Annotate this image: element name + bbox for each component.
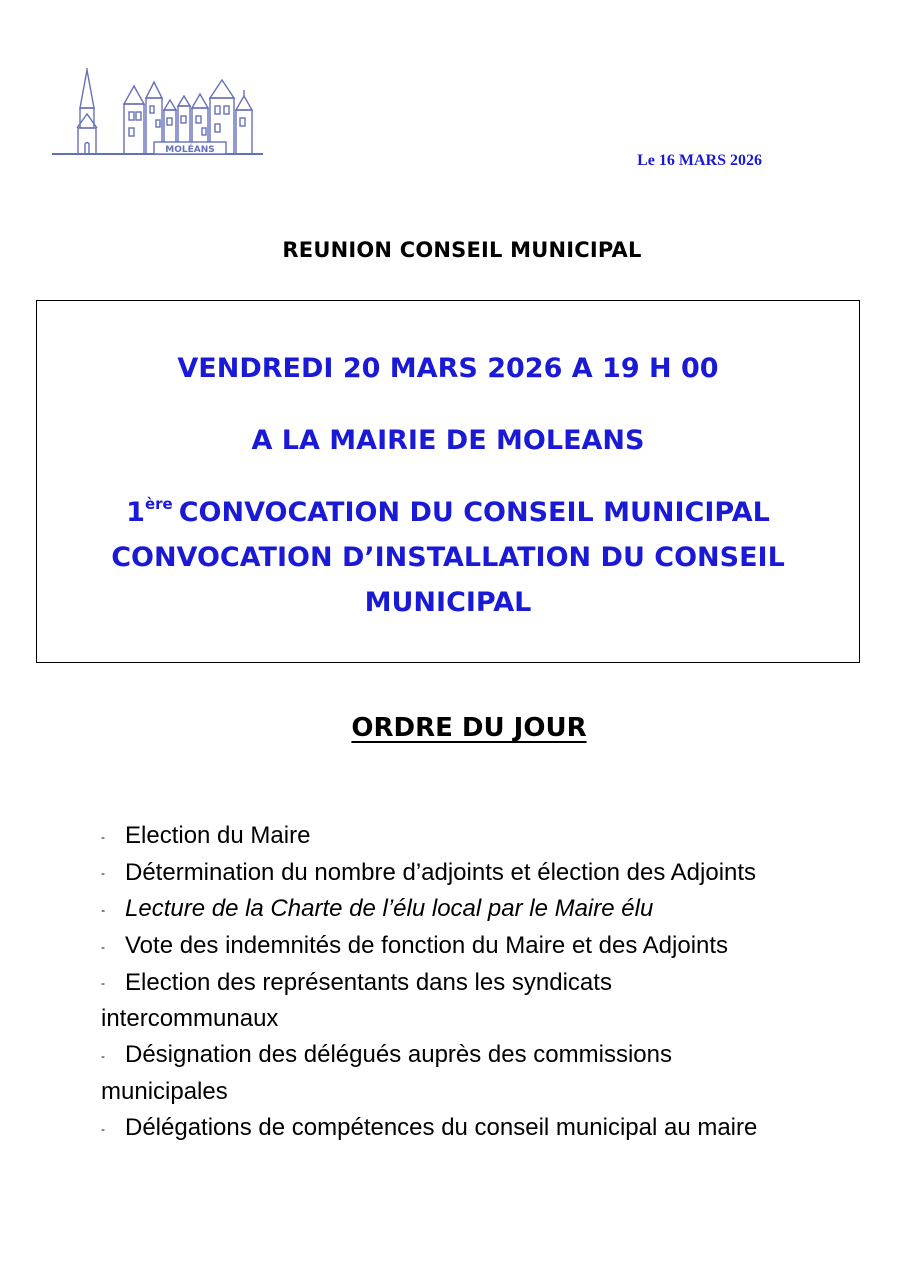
agenda-item: - Lecture de la Charte de l’élu local par le Maire élu <box>101 891 861 928</box>
bullet-dash: - <box>101 902 105 917</box>
convocation-line <box>37 497 859 528</box>
bullet-dash: - <box>101 866 105 881</box>
bullet-dash: - <box>101 939 105 954</box>
agenda-heading: ORDRE DU JOUR <box>351 713 587 743</box>
agenda-item-continuation: municipales <box>101 1077 228 1105</box>
agenda-item: - Détermination du nombre d’adjoints et élection des Adjoints <box>101 855 861 892</box>
installation-line-cont: MUNICIPAL <box>364 587 532 618</box>
bullet-dash: - <box>101 829 105 844</box>
agenda-item: - Vote des indemnités de fonction du Maire et des Adjoints <box>101 928 861 965</box>
agenda-item-continuation: intercommunaux <box>101 1005 279 1033</box>
meeting-info-box <box>36 300 860 663</box>
agenda-item: - Délégations de compétences du conseil municipal au maire <box>101 1110 861 1147</box>
logo-text: MOLÉANS <box>165 145 215 155</box>
installation-line: CONVOCATION D’INSTALLATION DU CONSEIL <box>111 542 785 573</box>
agenda-item: - Désignation des délégués auprès des commissions <box>101 1037 861 1074</box>
ordinal-suffix: ère <box>144 495 173 513</box>
village-drawing-icon <box>50 68 265 160</box>
village-logo <box>50 68 265 160</box>
bullet-dash: - <box>101 1121 105 1136</box>
agenda-item: - Election des représentants dans les syndicats <box>101 965 861 1002</box>
meeting-datetime: VENDREDI 20 MARS 2026 A 19 H 00 <box>177 353 719 384</box>
bullet-dash: - <box>101 1048 105 1063</box>
document-date: Le 16 MARS 2026 <box>637 152 762 169</box>
ordinal-number: 1 <box>126 497 145 528</box>
agenda-item: - Election du Maire <box>101 818 861 855</box>
document-title: REUNION CONSEIL MUNICIPAL <box>282 238 642 262</box>
agenda-list <box>101 818 861 1147</box>
convocation-text: CONVOCATION DU CONSEIL MUNICIPAL <box>178 497 770 528</box>
meeting-location: A LA MAIRIE DE MOLEANS <box>251 425 645 456</box>
bullet-dash: - <box>101 976 105 991</box>
